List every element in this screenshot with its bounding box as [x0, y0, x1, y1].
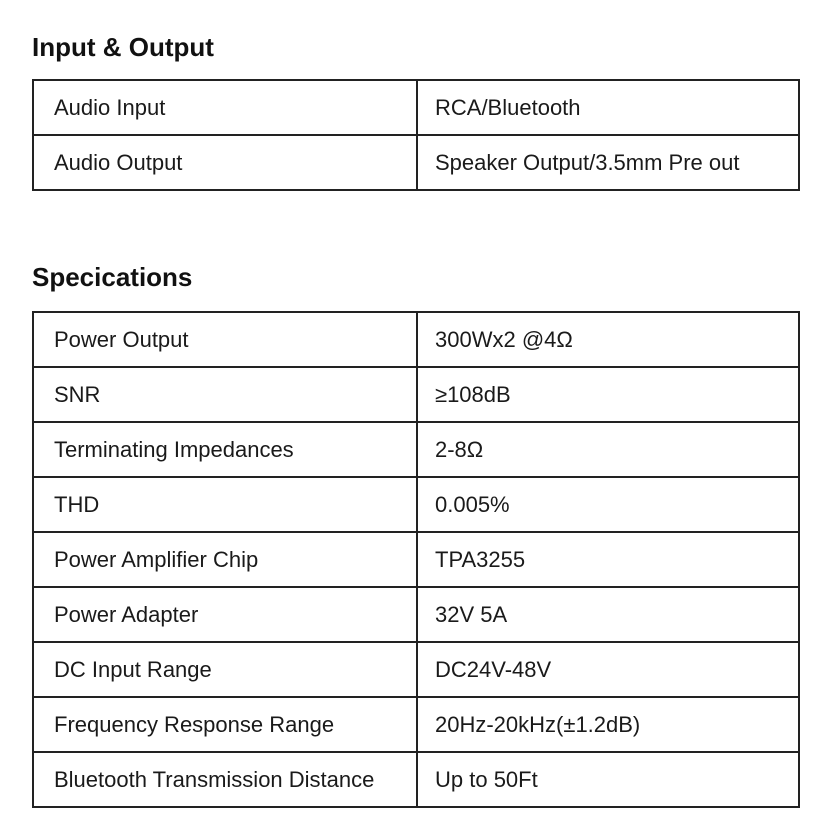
spec-name: Audio Input: [33, 80, 417, 135]
table-row: [33, 80, 799, 135]
spec-value: ≥108dB: [417, 367, 799, 422]
spec-value: Speaker Output/3.5mm Pre out: [417, 135, 799, 190]
table-row: [33, 587, 799, 642]
input-output-heading: Input & Output: [32, 32, 214, 62]
specifications-table: [32, 311, 800, 808]
table-row: [33, 477, 799, 532]
spec-name: Audio Output: [33, 135, 417, 190]
input-output-table: [32, 79, 800, 191]
spec-value: RCA/Bluetooth: [417, 80, 799, 135]
spec-value: Up to 50Ft: [417, 752, 799, 807]
spec-value: 32V 5A: [417, 587, 799, 642]
spec-value: DC24V-48V: [417, 642, 799, 697]
spec-value: 2-8Ω: [417, 422, 799, 477]
spec-name: DC Input Range: [33, 642, 417, 697]
spec-name: Frequency Response Range: [33, 697, 417, 752]
spec-value: 0.005%: [417, 477, 799, 532]
spec-name: Power Output: [33, 312, 417, 367]
spec-name: THD: [33, 477, 417, 532]
spec-value: 300Wx2 @4Ω: [417, 312, 799, 367]
table-row: [33, 312, 799, 367]
spec-name: Bluetooth Transmission Distance: [33, 752, 417, 807]
spec-value: 20Hz-20kHz(±1.2dB): [417, 697, 799, 752]
table-row: [33, 367, 799, 422]
spec-name: Power Amplifier Chip: [33, 532, 417, 587]
spec-value: TPA3255: [417, 532, 799, 587]
spec-name: Power Adapter: [33, 587, 417, 642]
table-row: [33, 752, 799, 807]
table-row: [33, 697, 799, 752]
spec-name: SNR: [33, 367, 417, 422]
table-row: [33, 532, 799, 587]
spec-name: Terminating Impedances: [33, 422, 417, 477]
specifications-heading: Specications: [32, 262, 193, 292]
table-row: [33, 642, 799, 697]
table-row: [33, 422, 799, 477]
table-row: [33, 135, 799, 190]
